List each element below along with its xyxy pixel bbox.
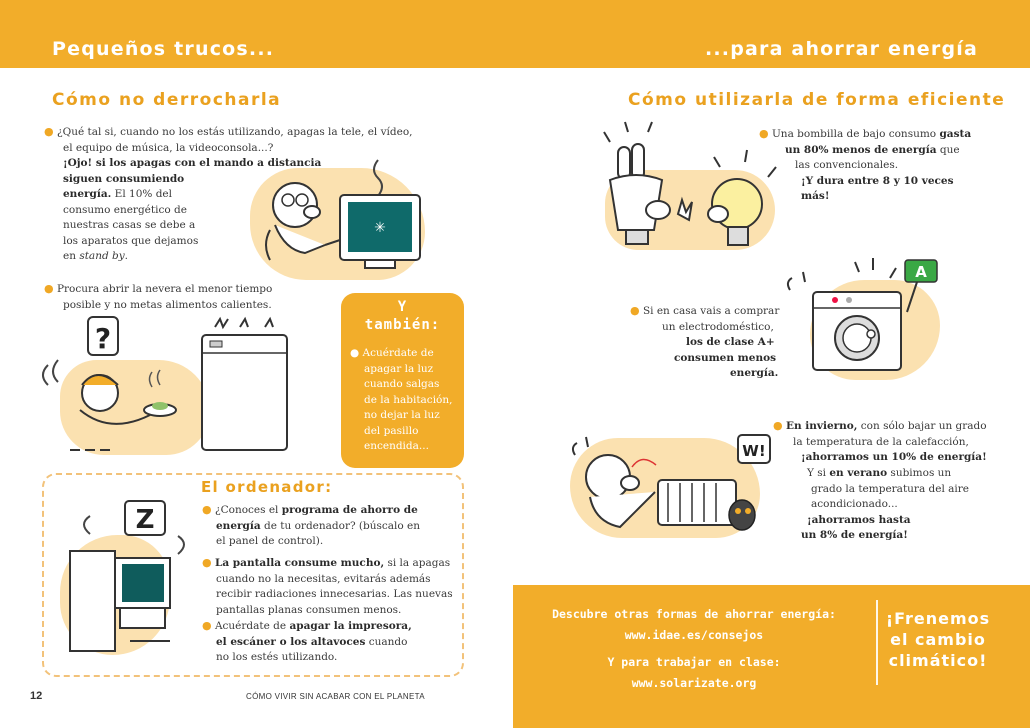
- bullet-icon: ●: [202, 619, 212, 632]
- computer-illustration: [60, 496, 200, 666]
- svg-text:✳: ✳: [374, 220, 386, 236]
- section-title-left: Cómo no derrocharla: [52, 90, 282, 110]
- bullet-icon: ●: [759, 127, 769, 140]
- svg-text:A: A: [915, 263, 927, 281]
- tip-summer-cooling: Y si en verano subimos un grado la temperatura del aire acondicionado... ¡ahorramos hasta un 8% de energía!: [801, 467, 970, 541]
- ordenador-title: El ordenador:: [201, 478, 333, 496]
- running-title: CÓMO VIVIR SIN ACABAR CON EL PLANETA: [246, 692, 425, 701]
- bullet-icon: ●: [202, 556, 212, 569]
- page-number: 12: [30, 690, 43, 702]
- bullet-icon: ●: [202, 503, 212, 516]
- header-right-title: ...para ahorrar energía: [704, 38, 978, 60]
- header-left-title: Pequeños trucos...: [52, 38, 275, 60]
- cta-line: Descubre otras formas de ahorrar energía:: [552, 607, 836, 621]
- bullet-icon: ●: [630, 304, 640, 317]
- svg-text:Z: Z: [135, 505, 155, 535]
- y-tambien-text: ● Acuérdate de apagar la luz cuando salgas de la habitación, no dejar la luz del pasillo encendida...: [350, 347, 453, 452]
- solarizate-link[interactable]: www.solarizate.org: [631, 676, 757, 690]
- tv-character-illustration: [250, 150, 430, 270]
- washing-machine-illustration: [785, 250, 950, 380]
- y-tambien-title: Y también:: [364, 299, 441, 333]
- tip-winter-heating: ● En invierno, con sólo bajar un grado la temperatura de la calefacción, ¡ahorramos un 10% de energía!: [773, 419, 987, 463]
- tip-printer: ● Acuérdate de apagar la impresora, el escáner o los altavoces cuando no los estés utilizando.: [202, 619, 412, 663]
- bullet-icon: ●: [44, 125, 54, 138]
- bullet-icon: ●: [773, 419, 783, 432]
- section-title-right: Cómo utilizarla de forma eficiente: [628, 90, 1006, 110]
- tip-fridge: ● Procura abrir la nevera el menor tiempo posible y no metas alimentos calientes.: [44, 282, 273, 311]
- cta-class-line: Y para trabajar en clase:: [607, 655, 781, 669]
- tip-screen: ● La pantalla consume mucho, si la apagas cuando no la necesitas, evitarás además recibir radiaciones innecesarias. Las nuevas pantallas planas consumen menos.: [202, 556, 453, 616]
- svg-text:?: ?: [94, 322, 112, 355]
- heater-character-illustration: [570, 425, 790, 540]
- tip-standby-note: ¡Ojo! si los apagas con el mando a distancia siguen consumiendo energía. El 10% del consumo energético de nuestras casas se debe a los aparatos que dejamos en stand by.: [63, 157, 322, 262]
- fridge-character-illustration: [40, 315, 320, 460]
- svg-text:W!: W!: [742, 442, 766, 460]
- tip-power-saving-program: ● ¿Conoces el programa de ahorro de energía de tu ordenador? (búscalo en el panel de control).: [202, 503, 421, 547]
- tip-low-energy-bulb: ● Una bombilla de bajo consumo gasta un 80% menos de energía que las convencionales. ¡Y dura entre 8 y 10 veces más!: [759, 127, 972, 202]
- light-bulbs-illustration: [600, 122, 780, 252]
- cta-links: [513, 604, 875, 694]
- tip-tv: ● ¿Qué tal si, cuando no los estás utilizando, apagas la tele, el vídeo, el equipo de música, la videoconsola...?: [44, 125, 413, 154]
- slogan: ¡Frenemos el cambio climático!: [885, 609, 991, 670]
- idae-link[interactable]: www.idae.es/consejos: [624, 628, 764, 642]
- tip-class-a-appliance: ● Si en casa vais a comprar un electrodoméstico, los de clase A+ consumen menos energía.: [630, 304, 780, 379]
- bullet-icon: ●: [44, 282, 54, 295]
